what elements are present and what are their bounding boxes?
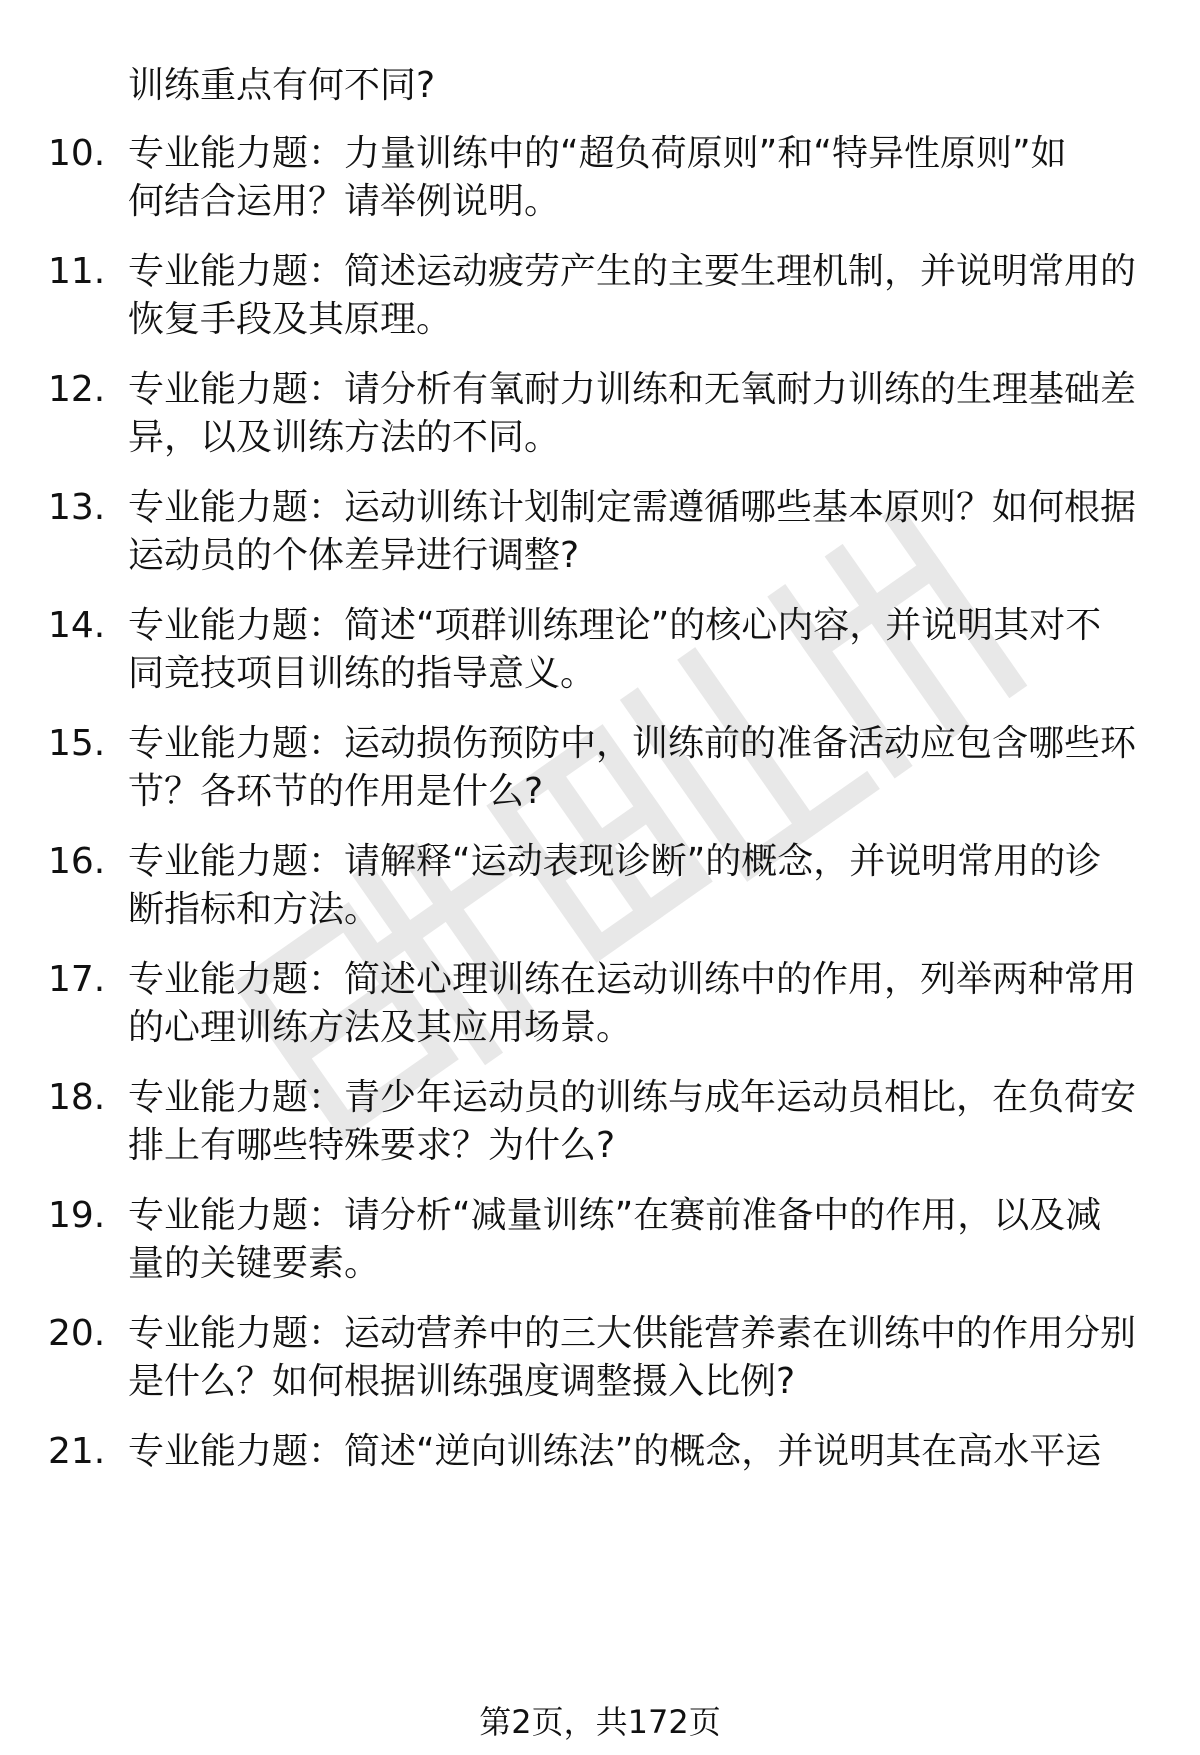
question-text: [128, 720, 1138, 816]
question-line: 专业能力题：请分析“减量训练”在赛前准备中的作用，以及减: [128, 1195, 1102, 1236]
question-line: 专业能力题：青少年运动员的训练与成年运动员相比，在负荷安: [128, 1077, 1137, 1118]
question-number: 11.: [48, 251, 106, 292]
question-line: 运动员的个体差异进行调整?: [128, 535, 580, 576]
question-text: [128, 602, 1138, 698]
question-number: 17.: [48, 959, 106, 1000]
question-text: [128, 130, 1138, 226]
question-line: 的心理训练方法及其应用场景。: [128, 1007, 633, 1048]
question-number: 14.: [48, 605, 106, 646]
question-text: [128, 248, 1138, 344]
question-line: 同竞技项目训练的指导意义。: [128, 653, 597, 694]
question-line: 何结合运用？请举例说明。: [128, 181, 561, 222]
question-line: 恢复手段及其原理。: [128, 299, 453, 340]
question-line: 专业能力题：请分析有氧耐力训练和无氧耐力训练的生理基础差: [128, 369, 1137, 410]
question-number: 18.: [48, 1077, 106, 1118]
question-number: 15.: [48, 723, 106, 764]
question-line: 专业能力题：运动损伤预防中，训练前的准备活动应包含哪些环: [128, 723, 1137, 764]
question-number: 16.: [48, 841, 106, 882]
question-text: [128, 956, 1138, 1052]
question-number: 10.: [48, 133, 106, 174]
continuation-line: 训练重点有何不同?: [128, 65, 436, 106]
question-text: [128, 484, 1138, 580]
question-line: 专业能力题：运动营养中的三大供能营养素在训练中的作用分别: [128, 1313, 1137, 1354]
question-line: 断指标和方法。: [128, 889, 381, 930]
question-line: 专业能力题：运动训练计划制定需遵循哪些基本原则？如何根据: [128, 487, 1137, 528]
question-line: 专业能力题：简述心理训练在运动训练中的作用，列举两种常用: [128, 959, 1137, 1000]
question-line: 专业能力题：力量训练中的“超负荷原则”和“特异性原则”如: [128, 133, 1067, 174]
question-line: 节？各环节的作用是什么?: [128, 771, 544, 812]
question-number: 20.: [48, 1313, 106, 1354]
question-line: 专业能力题：简述“项群训练理论”的核心内容，并说明其对不: [128, 605, 1102, 646]
question-number: 19.: [48, 1195, 106, 1236]
question-text: [128, 1192, 1138, 1288]
question-text: [128, 366, 1138, 462]
question-line: 异，以及训练方法的不同。: [128, 417, 561, 458]
question-line: 是什么？如何根据训练强度调整摄入比例?: [128, 1361, 796, 1402]
question-text: [128, 838, 1138, 934]
question-number: 12.: [48, 369, 106, 410]
question-line: 量的关键要素。: [128, 1243, 381, 1284]
question-text: [128, 1310, 1138, 1406]
question-number: 13.: [48, 487, 106, 528]
page-footer: 第2页，共172页: [479, 1703, 721, 1741]
question-line: 专业能力题：请解释“运动表现诊断”的概念，并说明常用的诊: [128, 841, 1102, 882]
question-line: 专业能力题：简述“逆向训练法”的概念，并说明其在高水平运: [128, 1431, 1102, 1472]
question-line: 排上有哪些特殊要求？为什么?: [128, 1125, 616, 1166]
question-number: 21.: [48, 1431, 106, 1472]
question-line: 专业能力题：简述运动疲劳产生的主要生理机制，并说明常用的: [128, 251, 1137, 292]
question-text: [128, 1428, 1138, 1476]
question-text: [128, 1074, 1138, 1170]
